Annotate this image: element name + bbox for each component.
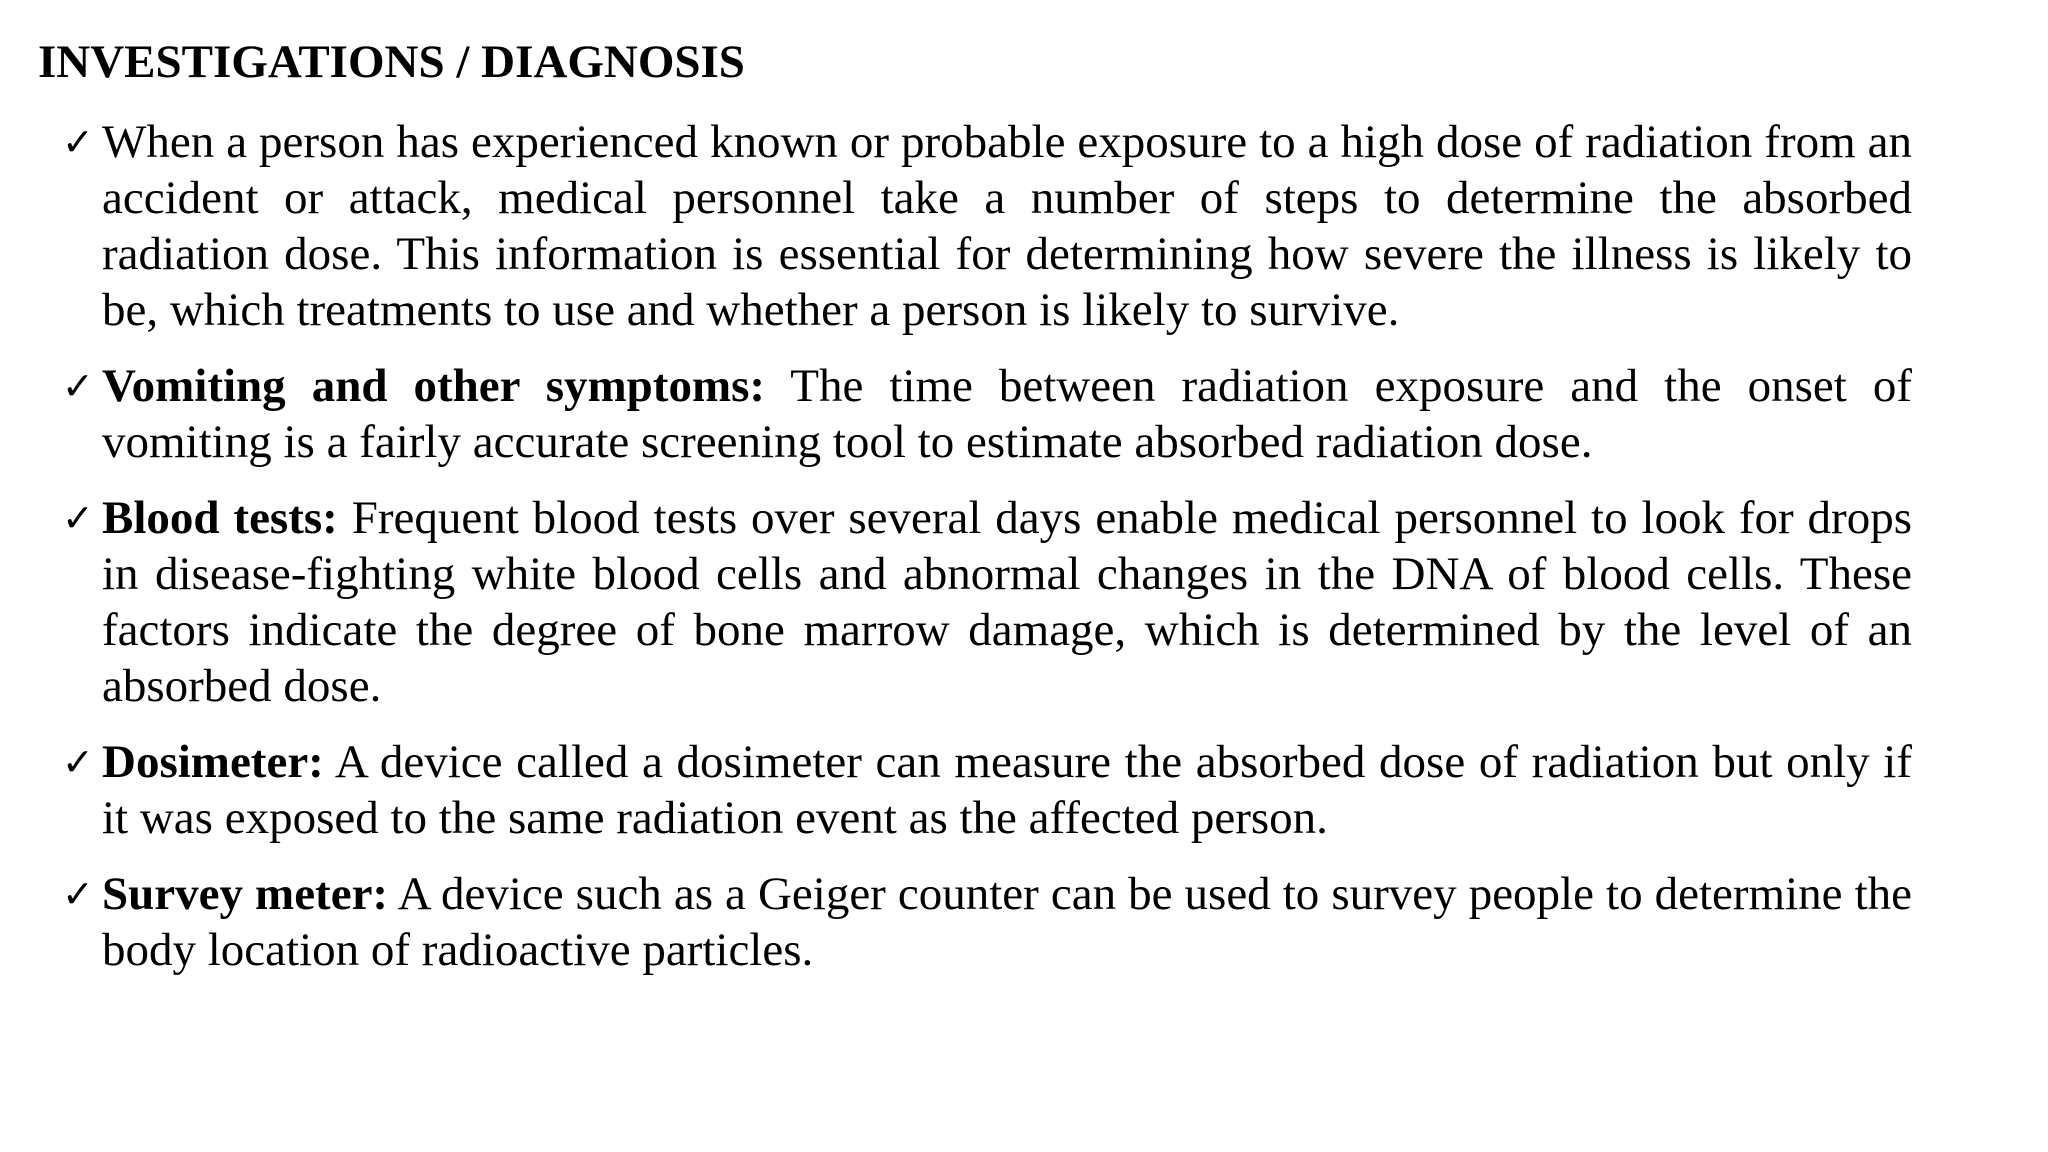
checkmark-icon: ✓ bbox=[62, 120, 94, 164]
page-title: INVESTIGATIONS / DIAGNOSIS bbox=[38, 36, 745, 88]
bullet-item-survey-meter bbox=[62, 866, 1912, 978]
bullet-lead: Blood tests: bbox=[102, 492, 338, 544]
bullet-item-dosimeter bbox=[62, 734, 1912, 846]
checkmark-icon: ✓ bbox=[62, 496, 94, 540]
checkmark-icon: ✓ bbox=[62, 364, 94, 408]
bullet-lead: Dosimeter: bbox=[102, 736, 324, 788]
bullet-text: A device such as a Geiger counter can be used to survey people to determine the body location of radioactive particles. bbox=[102, 868, 1912, 976]
bullet-lead: Vomiting and other symptoms: bbox=[102, 360, 766, 412]
bullet-text: When a person has experienced known or probable exposure to a high dose of radiation from an accident or attack, medical personnel take a number of steps to determine the absorbed radiation dose. This information is essential for determining how severe the illness is likely to be, which treatments to use and whether a person is likely to survive. bbox=[102, 116, 1912, 336]
checkmark-icon: ✓ bbox=[62, 872, 94, 916]
bullet-text: The time between radiation exposure and the onset of vomiting is a fairly accurate screening tool to estimate absorbed radiation dose. bbox=[102, 360, 1913, 468]
bullet-list bbox=[0, 114, 2048, 998]
bullet-lead: Survey meter: bbox=[102, 868, 389, 920]
bullet-item-exposure bbox=[62, 114, 1912, 338]
checkmark-icon: ✓ bbox=[62, 740, 94, 784]
bullet-text: A device called a dosimeter can measure the absorbed dose of radiation but only if it was exposed to the same radiation event as the affected person. bbox=[102, 736, 1912, 844]
bullet-text: Frequent blood tests over several days enable medical personnel to look for drops in disease-fighting white blood cells and abnormal changes in the DNA of blood cells. These factors indicate the degree of bone marrow damage, which is determined by the level of an absorbed dose. bbox=[102, 492, 1912, 712]
bullet-item-blood-tests bbox=[62, 490, 1912, 714]
bullet-item-vomiting bbox=[62, 358, 1913, 470]
